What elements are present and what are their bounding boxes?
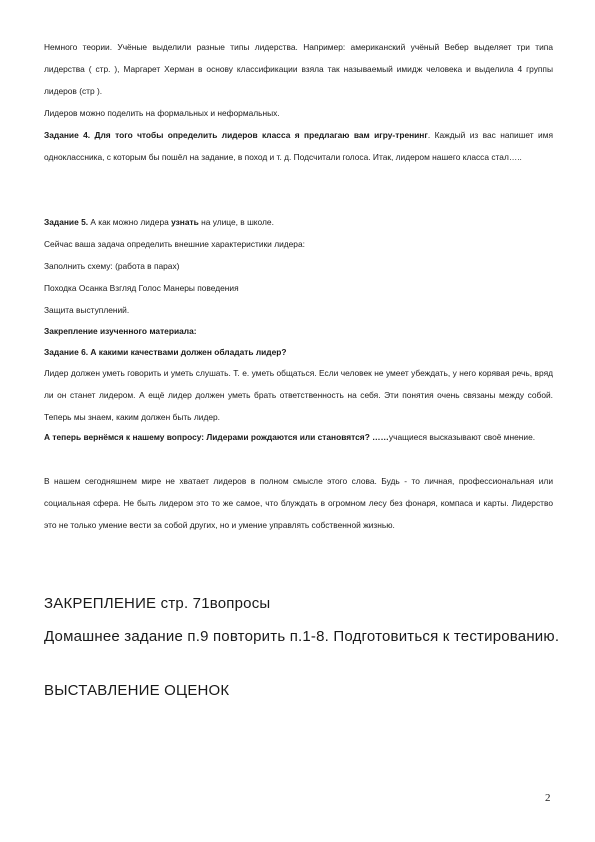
question-text: учащиеся высказывают своё мнение. bbox=[388, 432, 536, 442]
formal-paragraph: Лидеров можно поделить на формальных и неформальных. bbox=[44, 108, 280, 118]
modern-world-paragraph: В нашем сегодняшнем мире не хватает лидеров в полном смысле этого слова. Будь - то личная, профессиональная или социальная сфера. Не быть лидером это то же самое, что блуждать в огромном лесу без фонаря, компаса и карты. Лидерство это не только умение вести за собой других, но и умение управлять собственной жизнью. bbox=[44, 476, 553, 530]
scheme-paragraph: Заполнить схему: (работа в парах) bbox=[44, 261, 180, 271]
task4-heading: Задание 4. Для того чтобы определить лидеров класса я предлагаю вам игру-тренинг bbox=[44, 130, 428, 140]
question-bold: А теперь вернёмся к нашему вопросу: Лидерами рождаются или становятся? …… bbox=[44, 432, 389, 442]
task-now-paragraph: Сейчас ваша задача определить внешние характеристики лидера: bbox=[44, 239, 305, 249]
homework-heading: Домашнее задание п.9 повторить п.1-8. Подготовиться к тестированию. bbox=[44, 628, 560, 645]
consolidation-heading: Закрепление изученного материала: bbox=[44, 326, 197, 336]
page-number: 2 bbox=[545, 792, 551, 804]
theory-paragraph: Немного теории. Учёные выделили разные типы лидерства. Например: американский учёный Вебер выделяет три типа лидерства ( стр. ), Маргарет Херман в основу классификации взяла так называемый имидж человека и выделила 4 группы лидеров (стр ). bbox=[44, 42, 553, 96]
task5-text: А как можно лидера bbox=[88, 217, 172, 227]
question-paragraph bbox=[44, 426, 553, 448]
task5-paragraph bbox=[44, 211, 553, 233]
task5-heading: Задание 5. bbox=[44, 217, 89, 227]
traits-paragraph: Походка Осанка Взгляд Голос Манеры поведения bbox=[44, 283, 239, 293]
task5-keyword: узнать bbox=[171, 217, 199, 227]
task4-paragraph bbox=[44, 124, 553, 168]
task6-heading: Задание 6. А какими качествами должен обладать лидер? bbox=[44, 347, 287, 357]
zakreplenie-heading: ЗАКРЕПЛЕНИЕ стр. 71вопросы bbox=[44, 595, 271, 612]
defense-paragraph: Защита выступлений. bbox=[44, 305, 130, 315]
leader-must-paragraph: Лидер должен уметь говорить и уметь слушать. Т. е. уметь общаться. Если человек не умеет убеждать, у него корявая речь, вряд ли он станет лидером. А ещё лидер должен уметь брать ответственность на себя. Эти понятия очень связаны между собой. Теперь мы знаем, каким должен быть лидер. bbox=[44, 368, 553, 422]
task5-text-end: на улице, в школе. bbox=[198, 217, 274, 227]
grades-heading: ВЫСТАВЛЕНИЕ ОЦЕНОК bbox=[44, 682, 230, 699]
task4-text: . Каждый из вас напишет имя одноклассника, с которым бы пошёл на задание, в поход и т. д. Подсчитали голоса. Итак, лидером нашего класса стал….. bbox=[44, 130, 553, 162]
